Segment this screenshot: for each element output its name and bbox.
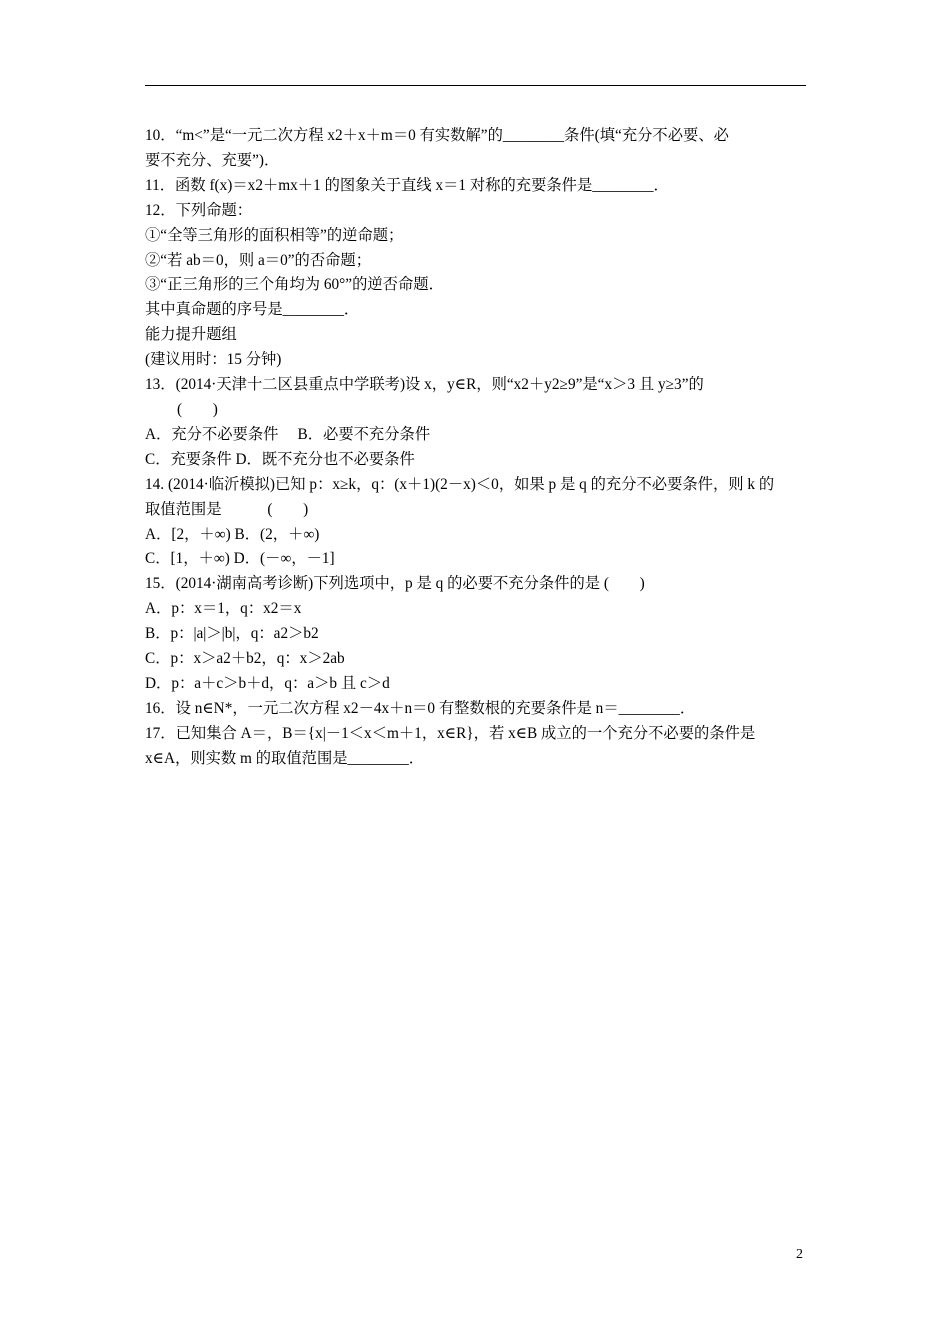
q11-line: 11．函数 f(x)＝x2＋mx＋1 的图象关于直线 x＝1 对称的充要条件是________． <box>145 176 669 194</box>
q13-options-ab: A．充分不必要条件 B．必要不充分条件 <box>145 425 431 443</box>
q16-line: 16．设 n∈N*，一元二次方程 x2－4x＋n＝0 有整数根的充要条件是 n＝________． <box>145 699 696 717</box>
q15-option-b: B．p：|a|＞|b|，q：a2＞b2 <box>145 625 319 643</box>
q14-line-2: 取值范围是 ( ) <box>145 500 309 518</box>
section-time-note: (建议用时：15 分钟) <box>145 351 282 369</box>
q10-line-1: 10．“m<”是“一元二次方程 x2＋x＋m＝0 有实数解”的________条件(填“充分不必要、必 <box>145 127 729 144</box>
q17-line-2: x∈A，则实数 m 的取值范围是________． <box>145 749 425 767</box>
page-content <box>145 124 809 772</box>
q13-options-cd: C．充要条件 D．既不充分也不必要条件 <box>145 450 415 468</box>
q12-question: 其中真命题的序号是________． <box>145 301 360 319</box>
q12-item-1: ①“全等三角形的面积相等”的逆命题； <box>145 226 404 244</box>
q15-option-c: C．p：x＞a2＋b2，q：x＞2ab <box>145 650 345 668</box>
q13-line: 13．(2014·天津十二区县重点中学联考)设 x，y∈R，则“x2＋y2≥9”是“x＞3 且 y≥3”的 <box>145 376 704 394</box>
q15-line: 15．(2014·湖南高考诊断)下列选项中，p 是 q 的必要不充分条件的是 ( ) <box>145 575 645 593</box>
q12-line: 12．下列命题： <box>145 201 253 219</box>
q15-option-d: D．p：a＋c＞b＋d，q：a＞b 且 c＞d <box>145 674 390 692</box>
section-heading: 能力提升题组 <box>145 326 237 344</box>
q15-option-a: A．p：x＝1，q：x2＝x <box>145 600 302 618</box>
q14-line-1: 14. (2014·临沂模拟)已知 p：x≥k，q：(x＋1)(2－x)＜0，如果 p 是 q 的充分不必要条件，则 k 的 <box>145 475 775 493</box>
q17-line-1: 17．已知集合 A＝，B＝{x|－1＜x＜m＋1，x∈R}，若 x∈B 成立的一个充分不必要的条件是 <box>145 724 756 742</box>
q12-item-3: ③“正三角形的三个角均为 60°”的逆否命题． <box>145 276 444 294</box>
header-rule <box>145 85 806 86</box>
q14-options-cd: C．[1，＋∞) D．(－∞，－1] <box>145 550 335 568</box>
q12-item-2: ②“若 ab＝0，则 a＝0”的否命题； <box>145 251 372 269</box>
q14-options-ab: A．[2，＋∞) B．(2，＋∞) <box>145 525 320 543</box>
page-number: 2 <box>796 1247 803 1262</box>
q10-line-2: 要不充分、充要”)． <box>145 151 280 169</box>
q13-answer-paren: ( ) <box>177 400 218 418</box>
